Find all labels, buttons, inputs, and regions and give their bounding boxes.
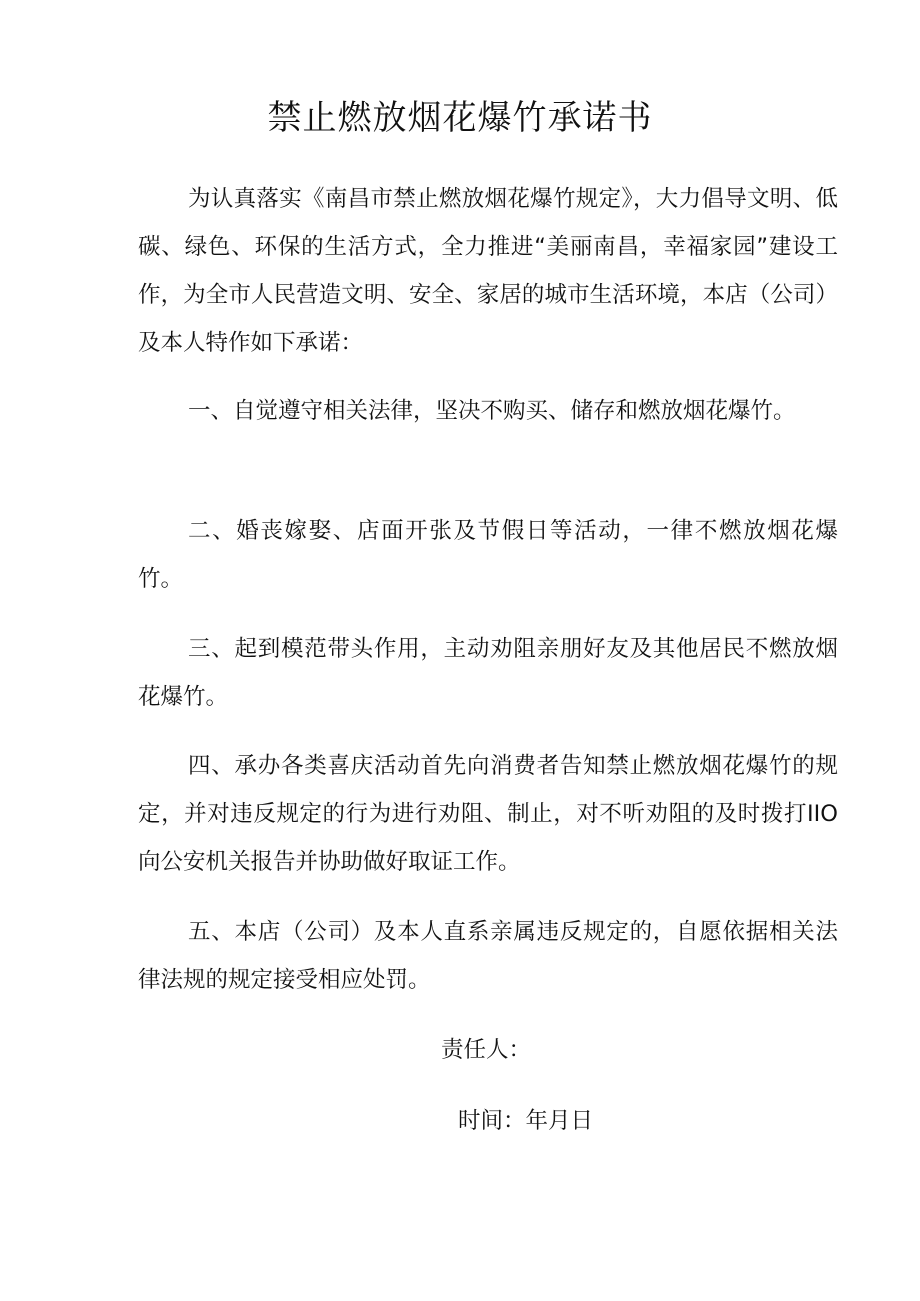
document-title: 禁止燃放烟花爆竹承诺书 (267, 98, 653, 138)
pledge-item-5: 五、本店（公司）及本人直系亲属违反规定的，自愿依据相关法律法规的规定接受相应处罚。 (138, 919, 838, 993)
intro-paragraph: 为认真落实《南昌市禁止燃放烟花爆竹规定》，大力倡导文明、低碳、绿色、环保的生活方式，全力推进“美丽南昌，幸福家园”建设工作，为全市人民营造文明、安全、家居的城市生活环境，本店（公司）及本人特作如下承诺： (138, 186, 838, 356)
pledge-item-2: 二、婚丧嫁娶、店面开张及节假日等活动，一律不燃放烟花爆竹。 (138, 518, 838, 592)
pledge-item-1: 一、自觉遵守相关法律，坚决不购买、储存和燃放烟花爆竹。 (188, 398, 796, 424)
pledge-item-4: 四、承办各类喜庆活动首先向消费者告知禁止燃放烟花爆竹的规定，并对违反规定的行为进行劝阻、制止，对不听劝阻的及时拨打IIO向公安机关报告并协助做好取证工作。 (138, 753, 838, 875)
pledge-item-3: 三、起到模范带头作用，主动劝阻亲朋好友及其他居民不燃放烟花爆竹。 (138, 636, 838, 710)
date-label: 时间：年月日 (458, 1108, 594, 1134)
responsible-person-label: 责任人： (441, 1037, 532, 1063)
